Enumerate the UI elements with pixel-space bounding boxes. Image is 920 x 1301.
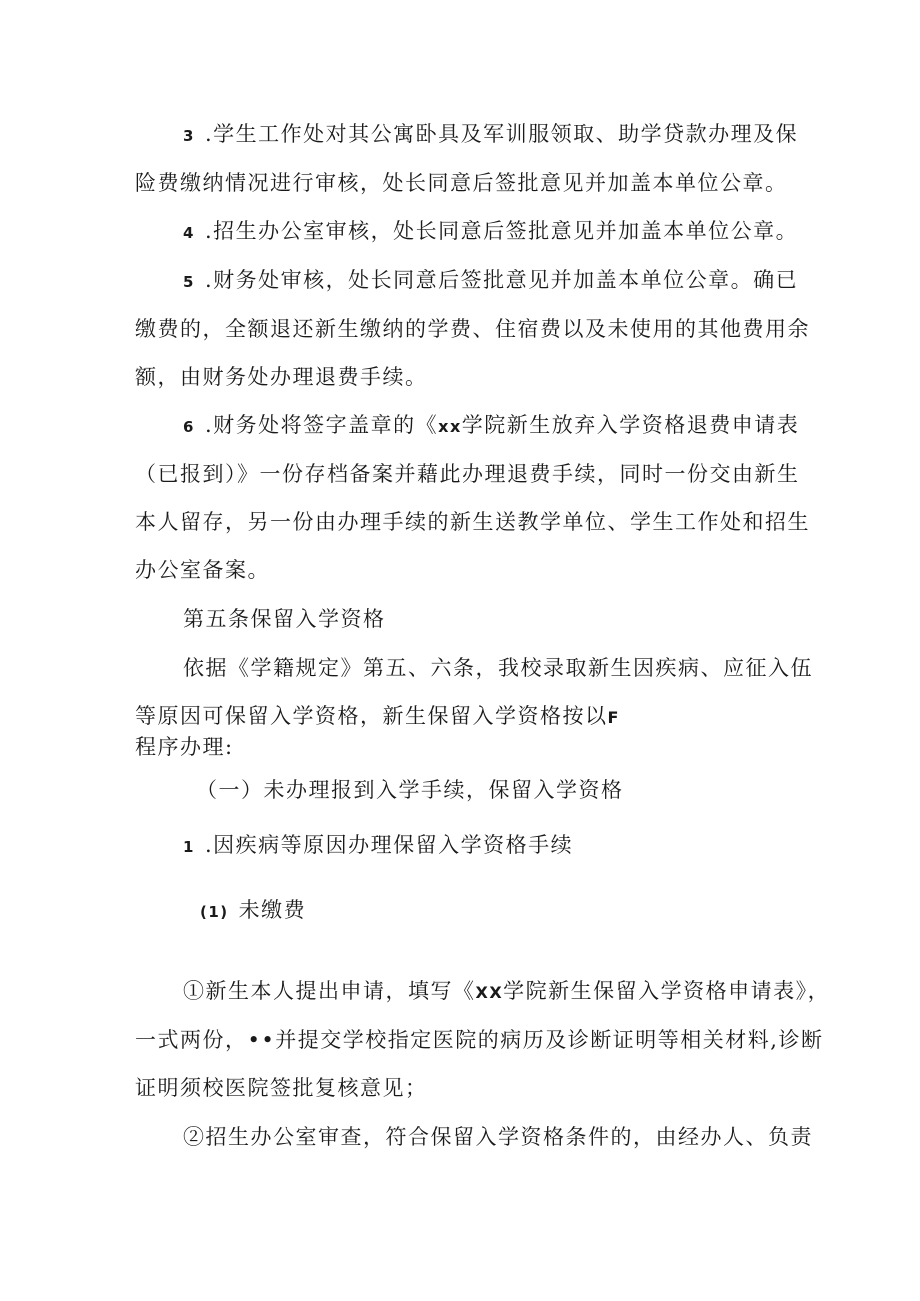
item-1-heading — [183, 832, 573, 860]
step-2-line-1: ②招生办公室审查，符合保留入学资格条件的，由经办人、负责 — [183, 1125, 813, 1149]
paragraph-text: .学生工作处对其公寓卧具及军训服领取、助学贷款办理及保 — [204, 122, 799, 146]
section-1-heading: （一）未办理报到入学手续，保留入学资格 — [196, 778, 624, 802]
placeholder-xx: XX — [475, 983, 504, 1002]
step-1-line-2: 一式两份，••并提交学校指定医院的病历及诊断证明等相关材料,诊断 — [135, 1028, 824, 1052]
step-text: 学院新生保留入学资格申请表》， — [503, 979, 831, 1003]
placeholder-xx: xx — [438, 417, 462, 436]
item-number: 4 — [183, 224, 195, 242]
paragraph-6-line-1 — [183, 412, 799, 440]
step-1-line-1 — [183, 978, 830, 1006]
paragraph-3-line-1 — [183, 121, 798, 149]
paragraph-text: .财务处审核，处长同意后签批意见并加盖本单位公章。确已 — [204, 268, 799, 292]
article-5-line-3: 程序办理: — [135, 735, 234, 759]
paragraph-5-line-3: 额，由财务处办理退费手续。 — [135, 365, 428, 389]
item-text: .因疾病等原因办理保留入学资格手续 — [204, 833, 574, 857]
paragraph-6-line-3: 本人留存，另一份由办理手续的新生送教学单位、学生工作处和招生 — [135, 510, 810, 534]
paragraph-4-line-1 — [183, 218, 798, 246]
paragraph-3-line-2: 险费缴纳情况进行审核，处长同意后签批意见并加盖本单位公章。 — [135, 171, 788, 195]
item-number: 3 — [183, 127, 195, 145]
article-5-title: 第五条保留入学资格 — [183, 607, 386, 631]
item-number: 1 — [183, 838, 195, 856]
item-number: 6 — [183, 418, 195, 436]
sub-item-text: 未缴费 — [238, 898, 307, 922]
article-5-line-2 — [135, 703, 620, 731]
article-5-line-1: 依据《学籍规定》第五、六条，我校录取新生因疾病、应征入伍 — [183, 656, 813, 680]
paragraph-text: 等原因可保留入学资格，新生保留入学资格按以 — [135, 704, 608, 728]
stray-glyph: F — [607, 708, 620, 727]
paragraph-text: .招生办公室审核，处长同意后签批意见并加盖本单位公章。 — [204, 219, 799, 243]
step-text: ①新生本人提出申请，填写《 — [183, 979, 476, 1003]
sub-item-number: (1) — [200, 903, 229, 921]
step-1-line-3: 证明须校医院签批复核意见； — [135, 1076, 428, 1100]
paragraph-text: .财务处将签字盖章的《 — [204, 413, 439, 437]
paragraph-text: 学院新生放弃入学资格退费申请表 — [461, 413, 800, 437]
paragraph-5-line-2: 缴费的，全额退还新生缴纳的学费、住宿费以及未使用的其他费用余 — [135, 317, 810, 341]
paragraph-6-line-4: 办公室备案。 — [135, 558, 270, 582]
paragraph-5-line-1 — [183, 267, 798, 295]
paragraph-6-line-2: （已报到）》一份存档备案并藉此办理退费手续，同时一份交由新生 — [135, 462, 800, 486]
item-number: 5 — [183, 273, 195, 291]
sub-item-1-heading — [200, 897, 306, 925]
